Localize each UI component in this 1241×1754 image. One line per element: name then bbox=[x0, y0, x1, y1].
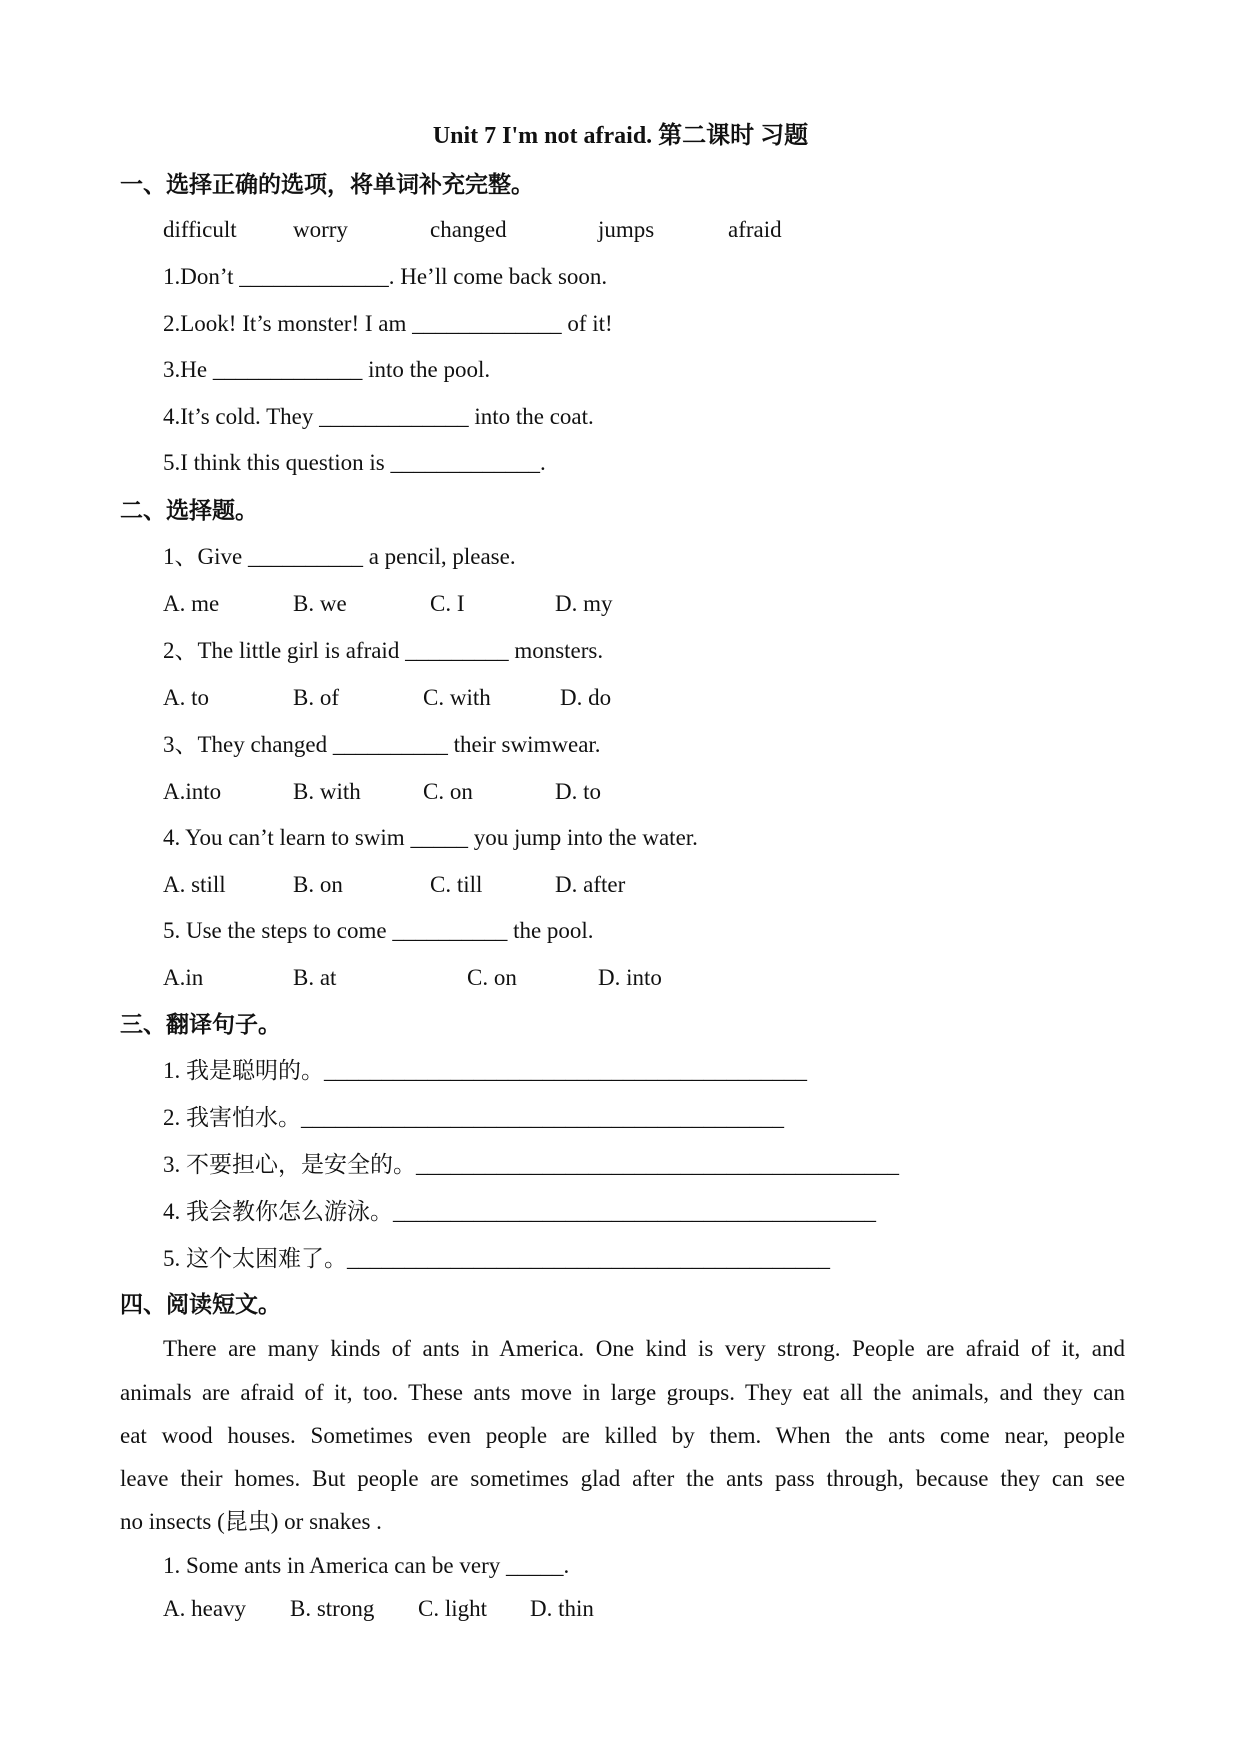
choice-question: 5. Use the steps to come __________ the pool. bbox=[163, 918, 594, 943]
fill-blank-item: 2.Look! It’s monster! I am _____________ of it! bbox=[163, 311, 613, 336]
choice-option: B. of bbox=[293, 685, 339, 710]
choice-option: D. my bbox=[555, 591, 613, 616]
section3-heading: 三、翻译句子。 bbox=[120, 1012, 281, 1037]
choice-option: C. on bbox=[423, 779, 473, 804]
choice-option: B. on bbox=[293, 872, 343, 897]
choice-option: C. till bbox=[430, 872, 483, 897]
choice-option: C. on bbox=[467, 965, 517, 990]
choice-option: C. with bbox=[423, 685, 491, 710]
word-bank-item: jumps bbox=[598, 217, 655, 242]
fill-blank-item: 1.Don’t _____________. He’ll come back soon. bbox=[163, 264, 608, 289]
choice-option: D. into bbox=[598, 965, 662, 990]
reading-option: B. strong bbox=[290, 1596, 375, 1621]
reading-option: C. light bbox=[418, 1596, 488, 1621]
choice-option: A.in bbox=[163, 965, 204, 990]
choice-option: A. me bbox=[163, 591, 220, 616]
choice-option: D. to bbox=[555, 779, 601, 804]
translation-item: 2. 我害怕水。__________________________________________ bbox=[163, 1105, 784, 1130]
word-bank-item: changed bbox=[430, 217, 507, 242]
passage-line: There are many kinds of ants in America. One kind is very strong. People are afraid of it, and bbox=[163, 1336, 1125, 1361]
fill-blank-item: 4.It’s cold. They _____________ into the coat. bbox=[163, 404, 594, 429]
choice-question: 2、The little girl is afraid _________ monsters. bbox=[163, 638, 604, 663]
choice-option: A.into bbox=[163, 779, 222, 804]
choice-option: D. after bbox=[555, 872, 626, 897]
word-bank-item: difficult bbox=[163, 217, 237, 242]
translation-item: 1. 我是聪明的。__________________________________________ bbox=[163, 1058, 807, 1083]
word-bank-item: afraid bbox=[728, 217, 782, 242]
word-bank-item: worry bbox=[293, 217, 348, 242]
reading-option: D. thin bbox=[530, 1596, 594, 1621]
page-title: Unit 7 I'm not afraid. 第二课时 习题 bbox=[432, 123, 809, 149]
reading-option: A. heavy bbox=[163, 1596, 247, 1621]
section2-heading: 二、选择题。 bbox=[120, 498, 258, 523]
choice-option: A. to bbox=[163, 685, 209, 710]
fill-blank-item: 3.He _____________ into the pool. bbox=[163, 357, 491, 382]
choice-option: A. still bbox=[163, 872, 226, 897]
choice-option: D. do bbox=[560, 685, 612, 710]
choice-question: 3、They changed __________ their swimwear. bbox=[163, 732, 601, 757]
choice-option: C. I bbox=[430, 591, 465, 616]
passage-line: animals are afraid of it, too. These ants move in large groups. They eat all the animals, and they can bbox=[120, 1380, 1125, 1405]
translation-item: 3. 不要担心，是安全的。__________________________________________ bbox=[163, 1152, 899, 1177]
passage-line: no insects (昆虫) or snakes . bbox=[120, 1509, 382, 1534]
choice-question: 1、Give __________ a pencil, please. bbox=[163, 544, 516, 569]
translation-item: 4. 我会教你怎么游泳。__________________________________________ bbox=[163, 1199, 876, 1224]
choice-option: B. we bbox=[293, 591, 347, 616]
passage-line: eat wood houses. Sometimes even people are killed by them. When the ants come near, people bbox=[120, 1423, 1125, 1448]
section4-heading: 四、阅读短文。 bbox=[120, 1292, 281, 1317]
choice-option: B. at bbox=[293, 965, 337, 990]
choice-question: 4. You can’t learn to swim _____ you jump into the water. bbox=[163, 825, 698, 850]
choice-option: B. with bbox=[293, 779, 361, 804]
section1-heading: 一、选择正确的选项，将单词补充完整。 bbox=[120, 172, 534, 197]
reading-question: 1. Some ants in America can be very _____. bbox=[163, 1553, 570, 1578]
passage-line: leave their homes. But people are sometimes glad after the ants pass through, because they can see bbox=[120, 1466, 1125, 1491]
fill-blank-item: 5.I think this question is _____________. bbox=[163, 450, 546, 475]
translation-item: 5. 这个太困难了。__________________________________________ bbox=[163, 1246, 830, 1271]
